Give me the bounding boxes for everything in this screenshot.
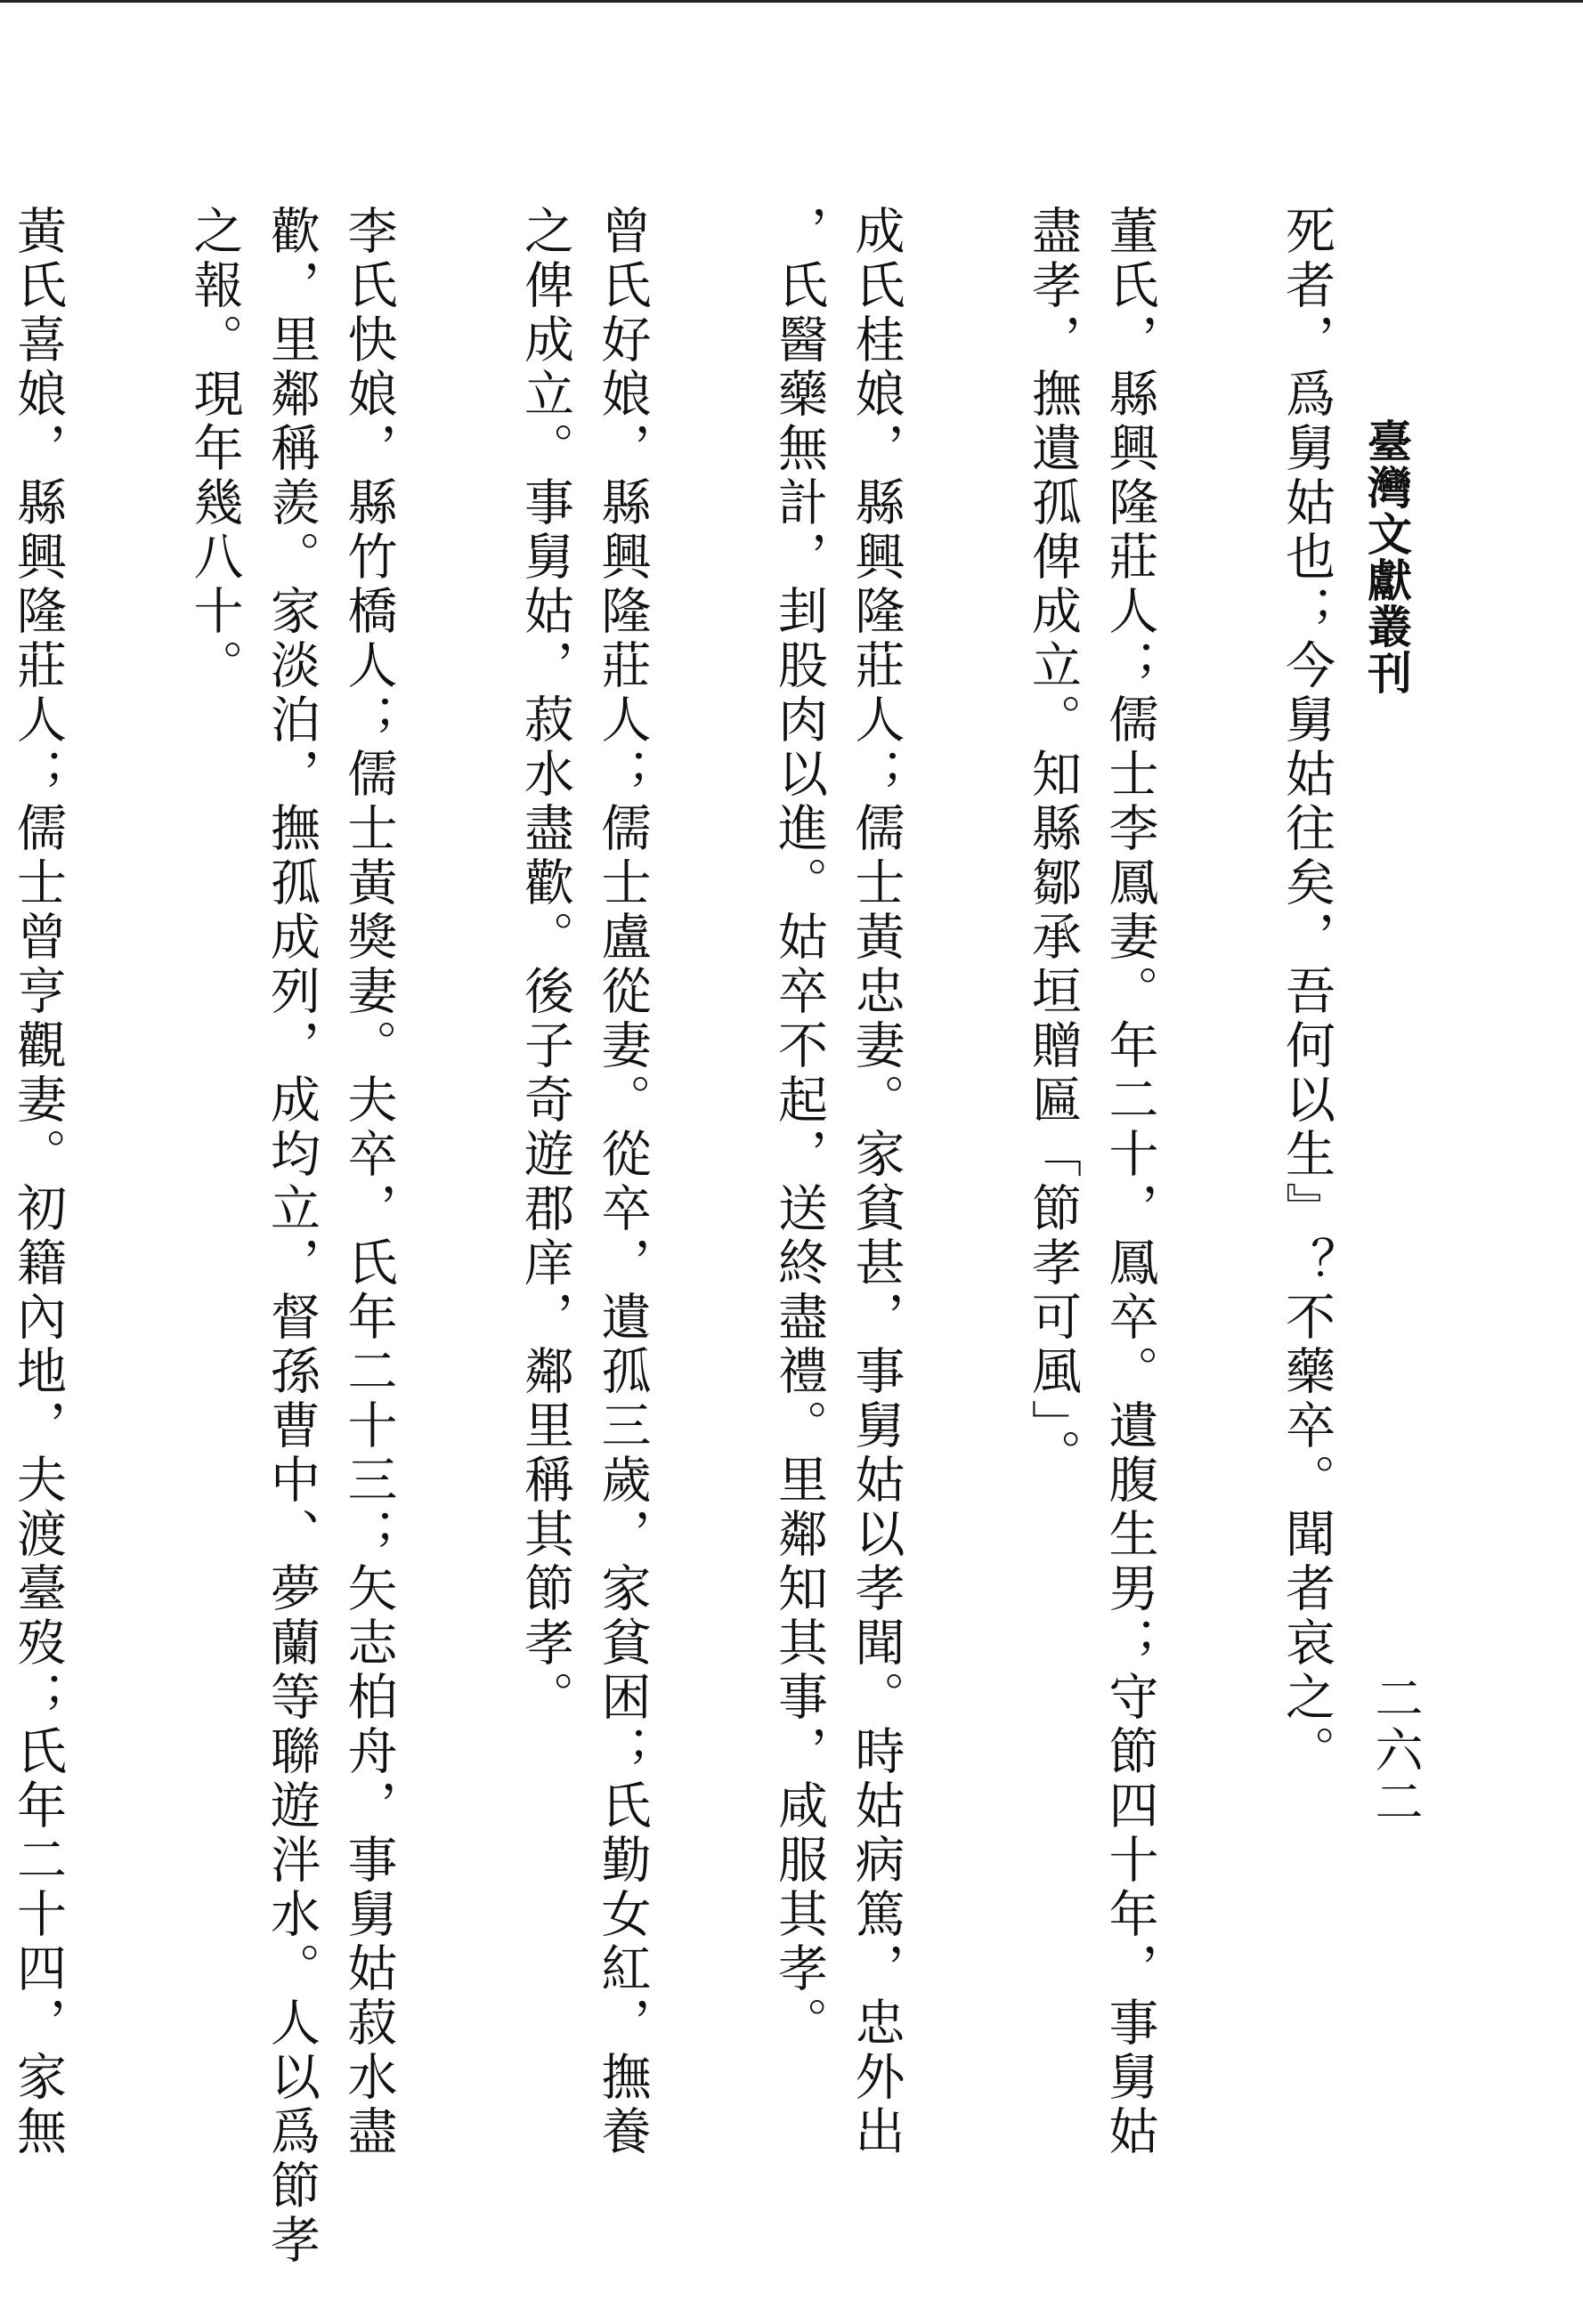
- series-title: 臺灣文獻叢刊: [1360, 418, 1413, 696]
- text-line: 死者，爲舅姑也；今舅姑往矣，吾何以生』？不藥卒。聞者哀之。: [1278, 205, 1335, 1779]
- text-line: 之俾成立。事舅姑，菽水盡歡。後子奇遊郡庠，鄰里稱其節孝。: [516, 205, 574, 1725]
- text-line: 黃氏喜娘，縣興隆莊人；儒士曾亨觀妻。初籍內地，夫渡臺歿；氏年二十四，家無: [9, 205, 67, 2159]
- text-line: 曾氏好娘，縣興隆莊人；儒士盧從妻。從卒，遺孤三歲，家貧困；氏勤女紅，撫養: [593, 205, 652, 2159]
- text-line: ，氏醫藥無計，刲股肉以進。姑卒不起，送終盡禮。里鄰知其事，咸服其孝。: [770, 205, 828, 2051]
- body-text: [9, 205, 1344, 2288]
- top-edge-rule: [0, 0, 1583, 3]
- text-line: 盡孝，撫遺孤俾成立。知縣鄒承垣贈匾「節孝可風」。: [1024, 205, 1082, 1483]
- text-line: 歡，里鄰稱羨。家淡泊，撫孤成列，成均立，督孫曹中、夢蘭等聯遊泮水。人以爲節孝: [263, 205, 321, 2268]
- text-line: 董氏，縣興隆莊人；儒士李鳳妻。年二十，鳳卒。遺腹生男；守節四十年，事舅姑: [1100, 205, 1159, 2159]
- page-number: 二六二: [1368, 1673, 1424, 1828]
- text-line: 之報。現年幾八十。: [185, 205, 244, 693]
- text-line: 成氏桂娘，縣興隆莊人；儒士黃忠妻。家貧甚，事舅姑以孝聞。時姑病篤，忠外出: [847, 205, 905, 2159]
- text-line: 李氏快娘，縣竹橋人；儒士黃獎妻。夫卒，氏年二十三；矢志柏舟，事舅姑菽水盡: [339, 205, 398, 2159]
